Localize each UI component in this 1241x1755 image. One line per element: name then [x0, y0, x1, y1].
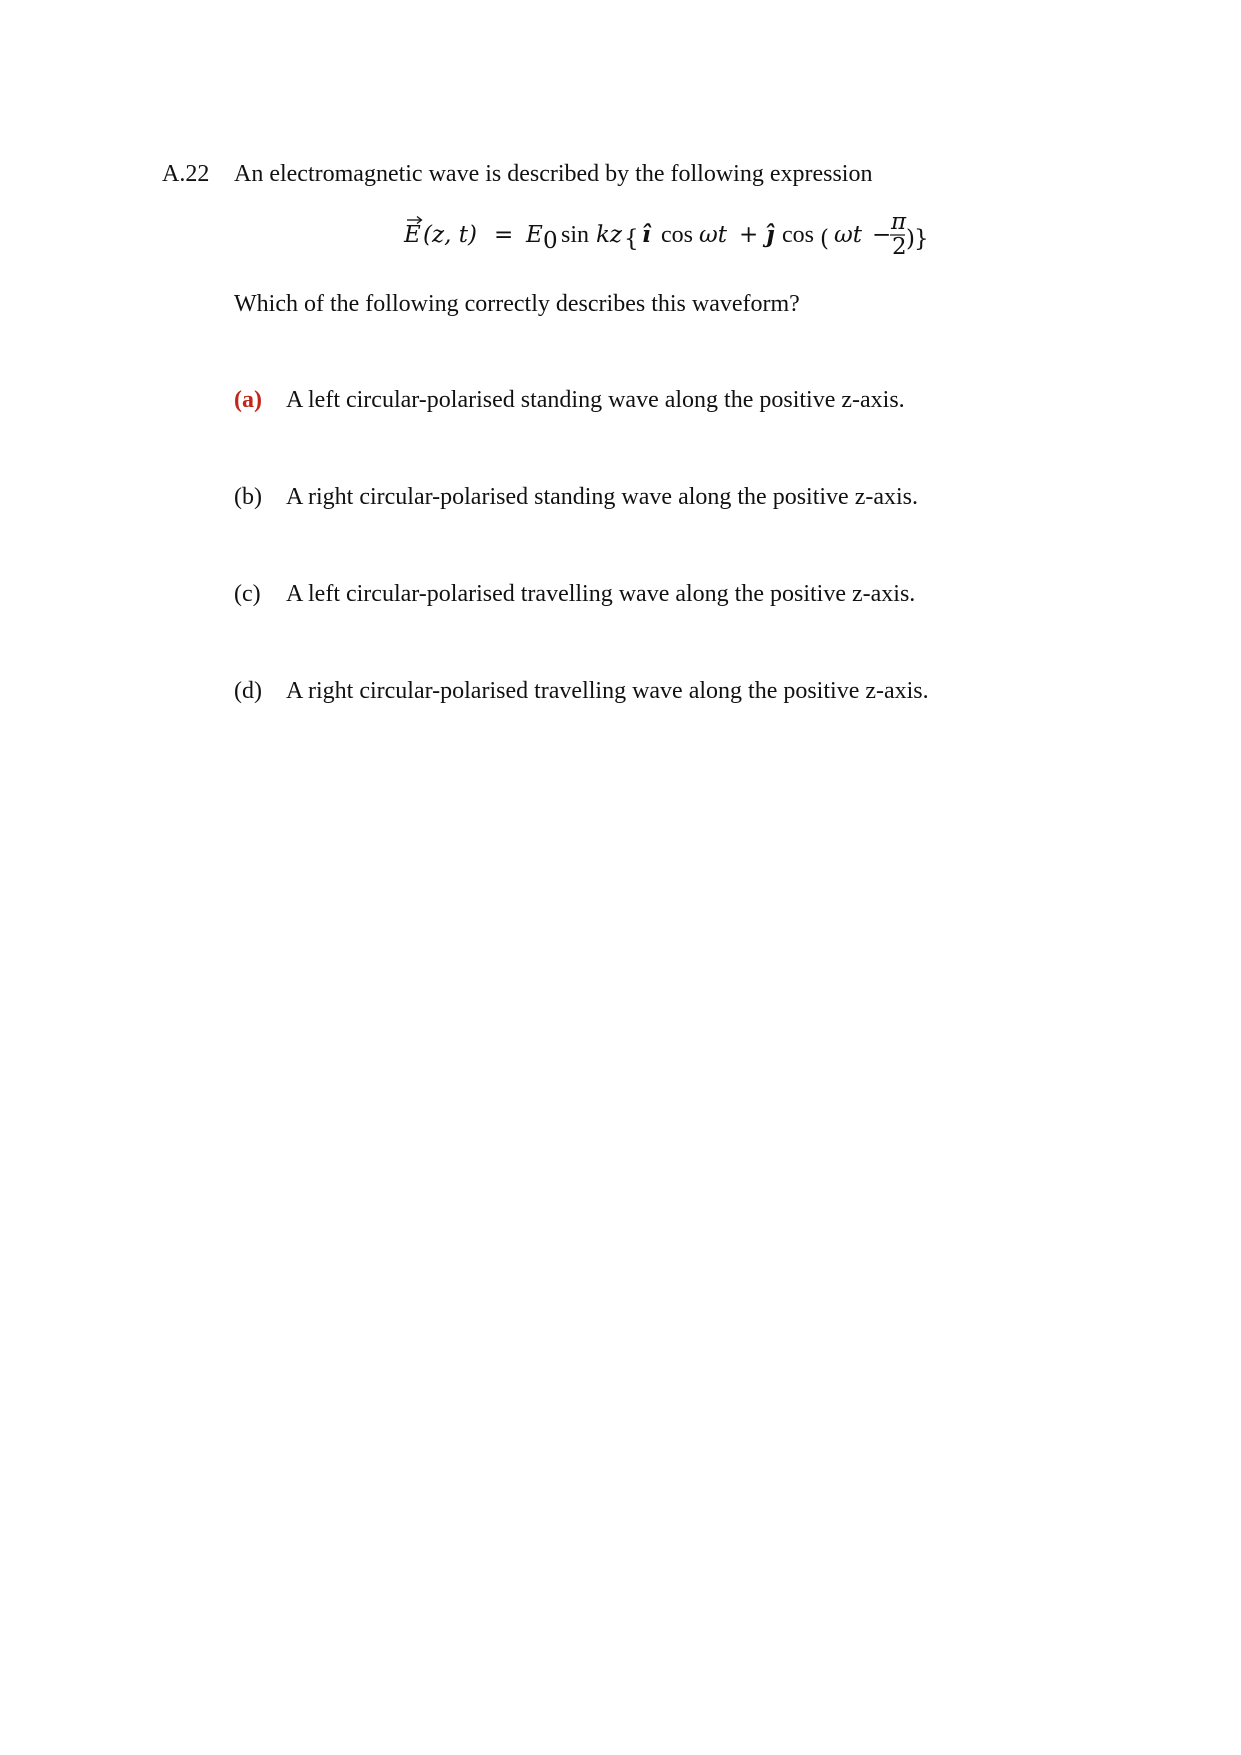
eq-cos1: cos	[661, 222, 693, 248]
eq-open-brace: {	[624, 226, 639, 252]
option-c[interactable]	[234, 578, 915, 610]
option-d-label: (d)	[234, 678, 262, 704]
eq-minus: −	[872, 222, 892, 248]
eq-i-hat: î	[642, 221, 651, 248]
option-b-text: A right circular-polarised standing wave along the positive z-axis.	[286, 484, 919, 510]
question-prompt: Which of the following correctly describes this waveform?	[234, 291, 800, 317]
eq-frac-numerator: π	[891, 209, 907, 235]
option-c-text: A left circular-polarised travelling wave along the positive z-axis.	[286, 581, 916, 607]
eq-amplitude-sub: 0	[543, 228, 558, 254]
wave-equation-svg	[404, 208, 929, 268]
eq-sin: sin	[561, 222, 590, 248]
eq-omega-t: ωt	[699, 222, 727, 248]
option-a-label: (a)	[234, 387, 262, 413]
option-d-text: A right circular-polarised travelling wave along the positive z-axis.	[286, 678, 929, 704]
option-a-text: A left circular-polarised standing wave along the positive z-axis.	[286, 387, 905, 413]
wave-equation	[404, 208, 929, 268]
eq-amplitude: E	[526, 222, 543, 248]
eq-equals: =	[494, 222, 514, 248]
eq-j-hat: ĵ	[766, 221, 775, 248]
eq-lhs-symbol: E	[404, 222, 421, 248]
eq-close-brace: }	[914, 226, 929, 252]
eq-lhs-args: (z, t)	[423, 222, 477, 248]
option-b[interactable]	[234, 481, 918, 513]
option-d[interactable]	[234, 675, 929, 707]
eq-cos2: cos	[782, 222, 814, 248]
option-b-label: (b)	[234, 484, 262, 510]
question-stem: An electromagnetic wave is described by the following expression	[234, 161, 873, 187]
eq-omega-t2: ωt	[834, 222, 862, 248]
option-a[interactable]	[234, 384, 905, 416]
question-number: A.22	[162, 161, 210, 187]
eq-open-paren: (	[820, 226, 829, 252]
eq-frac-denominator: 2	[892, 234, 907, 260]
option-c-label: (c)	[234, 581, 261, 607]
eq-close-paren: )	[906, 226, 915, 252]
eq-plus: +	[739, 222, 759, 248]
eq-kz: kz	[596, 222, 623, 248]
